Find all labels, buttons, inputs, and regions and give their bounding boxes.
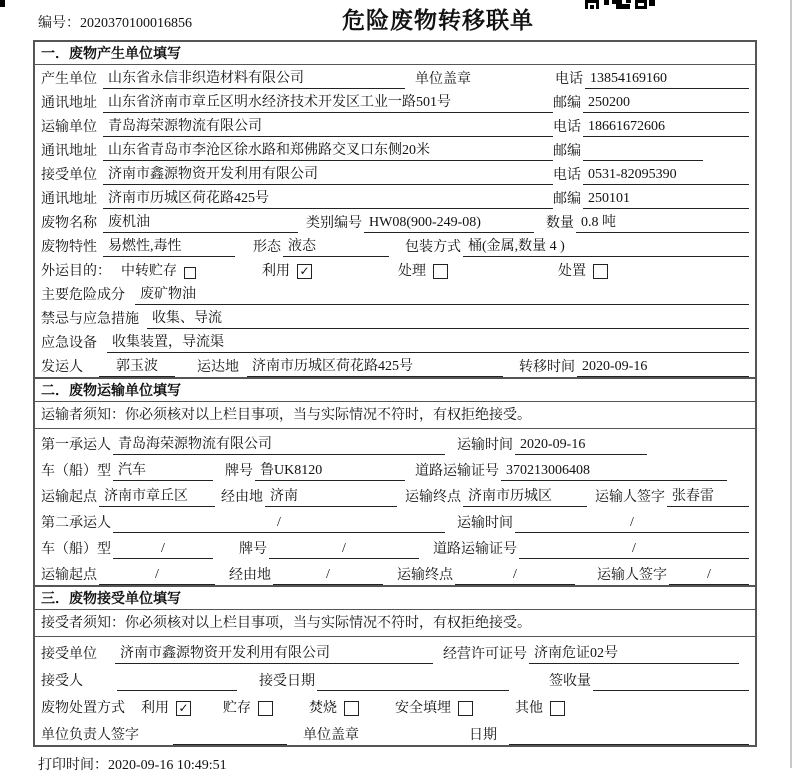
time2-label: 运输时间 [457,516,513,531]
carrier2-value: / [113,515,445,533]
page-title: 危险废物转移联单 [342,7,534,33]
license1-label: 道路运输证号 [415,464,499,479]
disposal-option-landfill [395,697,473,718]
end2-label: 运输终点 [397,568,453,583]
disposal-landfill-checkbox[interactable] [458,701,473,716]
section-transporter [35,377,755,585]
purpose-option-treat-label: 处理 [398,264,426,279]
via2-value: / [273,567,383,585]
sign1-label: 运输人签字 [595,490,665,505]
purpose-dispose-checkbox[interactable] [593,264,608,279]
accept-date-label: 接受日期 [259,674,315,689]
character-value: 易燃性,毒性 [103,235,235,257]
print-time-value: 2020-09-16 10:49:51 [108,758,227,773]
transfer-date-value: 2020-09-16 [577,359,749,377]
purpose-option-treat [398,260,448,281]
purpose-utilize-checkbox[interactable]: ✓ [297,264,312,279]
consignor-label: 发运人 [41,360,83,375]
row-emergency-equipment [35,329,755,353]
date-value [509,743,749,745]
addr3-value: 济南市历城区荷花路425号 [103,187,553,209]
license1-value: 370213006408 [501,463,727,481]
permit-value: 济南危证02号 [529,642,739,664]
quantity-label: 数量 [546,216,574,231]
producer-value: 山东省永信非织造材料有限公司 [103,67,405,89]
emergency-label: 禁忌与应急措施 [41,312,139,327]
zip3-value: 250101 [583,191,749,209]
disposal-incinerate-checkbox[interactable] [344,701,359,716]
purpose-label: 外运目的： [41,264,111,279]
permit-label: 经营许可证号 [443,647,527,662]
plate1-label: 牌号 [225,464,253,479]
section-producer [35,42,755,377]
phone3-value: 0531-82095390 [583,167,749,185]
row-waste-name [35,209,755,233]
unit-seal-label: 单位盖章 [415,72,471,87]
acceptor-value [117,689,237,691]
addr3-label: 通讯地址 [41,192,97,207]
zip2-label: 邮编 [553,144,581,159]
accept-date-value [317,689,509,691]
packing-label: 包装方式 [405,240,461,255]
plate2-value: / [269,541,419,559]
document-number-value: 2020370100016856 [80,16,192,31]
row-leader-sign [35,718,755,745]
date-label: 日期 [469,728,497,743]
row-hazard-component [35,281,755,305]
category-label: 类别编号 [306,216,362,231]
vehicle1-label: 车（船）型 [41,464,111,479]
form-label: 形态 [253,240,281,255]
purpose-option-utilize-label: 利用 [262,264,290,279]
equipment-value: 收集装置，导流渠 [107,331,749,353]
zip3-label: 邮编 [553,192,581,207]
purpose-option-storage-label: 中转贮存 [121,264,177,279]
hazard-value: 废矿物油 [135,283,749,305]
row-waste-character [35,233,755,257]
accept-unit-label: 接受单位 [41,647,97,662]
transporter-notice: 运输者须知：你必须核对以上栏目事项，当与实际情况不符时，有权拒绝接受。 [35,402,755,429]
disposal-option-utilize-label: 利用 [141,701,169,716]
receiver-value: 济南市鑫源物资开发利用有限公司 [103,163,553,185]
section-receiver [35,585,755,745]
addr1-value: 山东省济南市章丘区明水经济技术开发区工业一路501号 [103,91,553,113]
vehicle1-value: 汽车 [113,459,213,481]
acceptor-label: 接受人 [41,674,83,689]
origin1-label: 运输起点 [41,490,97,505]
purpose-treat-checkbox[interactable] [433,264,448,279]
carrier2-label: 第二承运人 [41,516,111,531]
sign2-value: / [669,567,749,585]
disposal-option-incinerate [309,697,359,718]
carrier1-label: 第一承运人 [41,438,111,453]
phone1-label: 电话 [555,72,583,87]
packing-value: 桶(金属,数量 4 ) [463,235,749,257]
row-acceptor [35,664,755,691]
disposal-option-other-label: 其他 [515,701,543,716]
emergency-value: 收集、导流 [147,307,749,329]
via1-value: 济南 [265,485,397,507]
disposal-storage-checkbox[interactable] [258,701,273,716]
phone3-label: 电话 [553,168,581,183]
origin1-value: 济南市章丘区 [99,485,215,507]
print-time-label: 打印时间： [38,758,108,773]
disposal-option-other [515,697,565,718]
equipment-label: 应急设备 [41,336,97,351]
destination-value: 济南市历城区荷花路425号 [247,355,503,377]
time1-label: 运输时间 [457,438,513,453]
accept-unit-value: 济南市鑫源物资开发利用有限公司 [115,642,433,664]
section-transporter-title: 二．废物运输单位填写 [35,379,755,402]
leader-sign-label: 单位负责人签字 [41,728,139,743]
purpose-option-dispose [558,260,608,281]
plate1-value: 鲁UK8120 [255,459,405,481]
phone2-value: 18661672606 [583,119,749,137]
vehicle2-label: 车（船）型 [41,542,111,557]
end2-value: / [455,567,575,585]
document-number-label: 编号： [38,16,80,31]
row-second-carrier [35,507,755,533]
destination-label: 运达地 [197,360,239,375]
license2-label: 道路运输证号 [433,542,517,557]
disposal-other-checkbox[interactable] [550,701,565,716]
section-receiver-title: 三．废物接受单位填写 [35,587,755,610]
row-receiver [35,161,755,185]
row-vehicle1 [35,455,755,481]
qr-code-fragment-icon [585,0,655,9]
quantity-value: 0.8 吨 [576,211,749,233]
origin2-value: / [99,567,215,585]
form-value: 液态 [283,235,389,257]
disposal-option-storage [223,697,273,718]
purpose-option-dispose-label: 处置 [558,264,586,279]
leader-sign-value [173,743,287,745]
phone2-label: 电话 [553,120,581,135]
vehicle2-value: / [113,541,213,559]
disposal-option-landfill-label: 安全填埋 [395,701,451,716]
print-time [38,754,796,774]
via2-label: 经由地 [229,568,271,583]
disposal-utilize-checkbox[interactable]: ✓ [176,701,191,716]
row-vehicle2 [35,533,755,559]
license2-value: / [519,541,749,559]
sign1-value: 张春雷 [667,485,749,507]
row-transporter [35,113,755,137]
transporter-label: 运输单位 [41,120,97,135]
row-route2 [35,559,755,585]
row-producer [35,65,755,89]
section-producer-title: 一．废物产生单位填写 [35,42,755,65]
received-qty-label: 签收量 [549,674,591,689]
time2-value: / [515,515,749,533]
plate2-label: 牌号 [239,542,267,557]
disposal-option-utilize [141,697,191,718]
end1-value: 济南市历城区 [463,485,587,507]
time1-value: 2020-09-16 [515,437,647,455]
row-transfer-purpose [35,257,755,281]
carrier1-value: 青岛海荣源物流有限公司 [113,433,445,455]
addr1-label: 通讯地址 [41,96,97,111]
row-disposal-method [35,691,755,718]
row-emergency-measures [35,305,755,329]
end1-label: 运输终点 [405,490,461,505]
zip2-value [583,159,703,161]
row-consignor [35,353,755,377]
zip1-label: 邮编 [553,96,581,111]
disposal-option-incinerate-label: 焚烧 [309,701,337,716]
via1-label: 经由地 [221,490,263,505]
receiver-notice: 接受者须知：你必须核对以上栏目事项，当与实际情况不符时，有权拒绝接受。 [35,610,755,637]
category-value: HW08(900-249-08) [364,215,534,233]
origin2-label: 运输起点 [41,568,97,583]
receiver-label: 接受单位 [41,168,97,183]
character-label: 废物特性 [41,240,97,255]
waste-name-label: 废物名称 [41,216,97,231]
received-qty-value [593,689,749,691]
unit-seal2-label: 单位盖章 [303,728,359,743]
addr2-label: 通讯地址 [41,144,97,159]
phone1-value: 13854169160 [585,71,749,89]
disposal-option-storage-label: 贮存 [223,701,251,716]
addr2-value: 山东省青岛市李沧区徐水路和郑佛路交叉口东侧20米 [103,139,553,161]
zip1-value: 250200 [583,95,749,113]
document-header [0,0,796,40]
page-edge-line [790,0,792,768]
row-receiver-address [35,185,755,209]
purpose-storage-checkbox[interactable] [184,267,196,279]
row-transporter-address [35,137,755,161]
row-accept-unit [35,637,755,664]
purpose-option-utilize [262,260,312,281]
consignor-value: 郭玉波 [99,355,175,377]
manifest-form-table [33,40,757,747]
transfer-date-label: 转移时间 [519,360,575,375]
row-route1 [35,481,755,507]
sign2-label: 运输人签字 [597,568,667,583]
row-first-carrier [35,429,755,455]
disposal-label: 废物处置方式 [41,701,125,716]
producer-label: 产生单位 [41,72,97,87]
transporter-value: 青岛海荣源物流有限公司 [103,115,553,137]
waste-name-value: 废机油 [103,211,298,233]
hazard-label: 主要危险成分 [41,288,125,303]
purpose-option-storage [121,260,196,281]
row-producer-address [35,89,755,113]
